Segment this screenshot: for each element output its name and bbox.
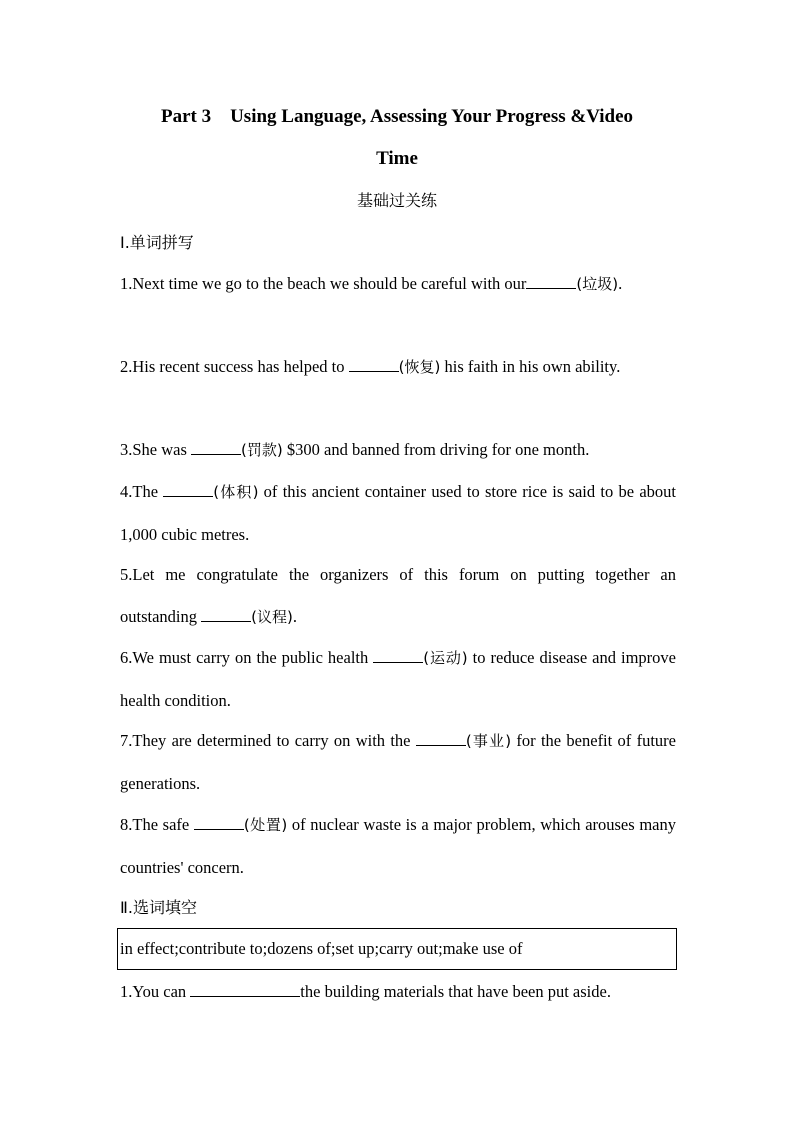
answer-blank[interactable] [526, 272, 576, 289]
chinese-hint: (罚款) [241, 441, 283, 459]
question-1-5 [120, 554, 676, 638]
question-1-2 [120, 346, 676, 389]
question-text: 6.We must carry on the public health [120, 648, 374, 667]
question-text: 1.Next time we go to the beach we should be careful with our [120, 274, 527, 293]
question-text: to reduce disease and improve health condition. [120, 648, 676, 710]
section-1-heading: Ⅰ.单词拼写 [120, 233, 194, 252]
question-text: 4.The [120, 482, 164, 501]
word-bank-box: in effect;contribute to;dozens of;set up;carry out;make use of [117, 928, 677, 970]
answer-blank[interactable] [373, 646, 423, 663]
question-text: . [292, 606, 297, 626]
question-1-3 [120, 429, 676, 472]
page-subtitle: 基础过关练 [356, 191, 437, 210]
page-title: Part 3 Using Language, Assessing Your Progress &Video [160, 106, 634, 127]
answer-blank[interactable] [201, 605, 251, 622]
question-2-1 [120, 971, 676, 1013]
chinese-hint: (议程) [251, 607, 293, 626]
chinese-hint: (处置) [243, 816, 288, 834]
question-text: his faith in his own ability. [440, 357, 621, 376]
question-text: of nuclear waste is a major problem, which arouses many countries' concern. [120, 815, 676, 877]
page-title-continued: Time [376, 148, 418, 169]
question-1-6 [120, 637, 676, 721]
chinese-hint: (事业) [465, 732, 512, 750]
chinese-hint: (垃圾) [576, 275, 619, 293]
question-text: 7.They are determined to carry on with the [120, 731, 416, 750]
question-1-8 [120, 804, 676, 888]
question-text: . [618, 274, 623, 293]
question-1-4 [120, 471, 676, 555]
question-1-7 [120, 720, 676, 804]
answer-blank[interactable] [191, 438, 241, 455]
question-text: the building materials that have been put aside. [300, 982, 611, 1001]
question-text: for the benefit of future generations. [120, 731, 676, 793]
answer-blank[interactable] [416, 729, 466, 746]
section-2-heading: Ⅱ.选词填空 [120, 898, 197, 917]
answer-blank[interactable] [163, 480, 213, 497]
question-text: of this ancient container used to store rice is said to be about 1,000 cubic metres. [120, 482, 676, 544]
answer-blank[interactable] [349, 355, 399, 372]
question-text: $300 and banned from driving for one month. [282, 440, 590, 459]
question-1-1 [120, 263, 676, 306]
question-text: 3.She was [120, 440, 192, 459]
chinese-hint: (体积) [213, 483, 259, 501]
chinese-hint: (恢复) [398, 358, 441, 376]
question-text: 1.You can [120, 982, 191, 1001]
answer-blank[interactable] [190, 980, 300, 997]
answer-blank[interactable] [194, 813, 244, 830]
question-text: 2.His recent success has helped to [120, 357, 349, 376]
question-text: 8.The safe [120, 815, 194, 834]
question-text: 5.Let me congratulate the organizers of this forum on putting together an outstanding [120, 565, 676, 626]
chinese-hint: (运动) [423, 649, 468, 667]
